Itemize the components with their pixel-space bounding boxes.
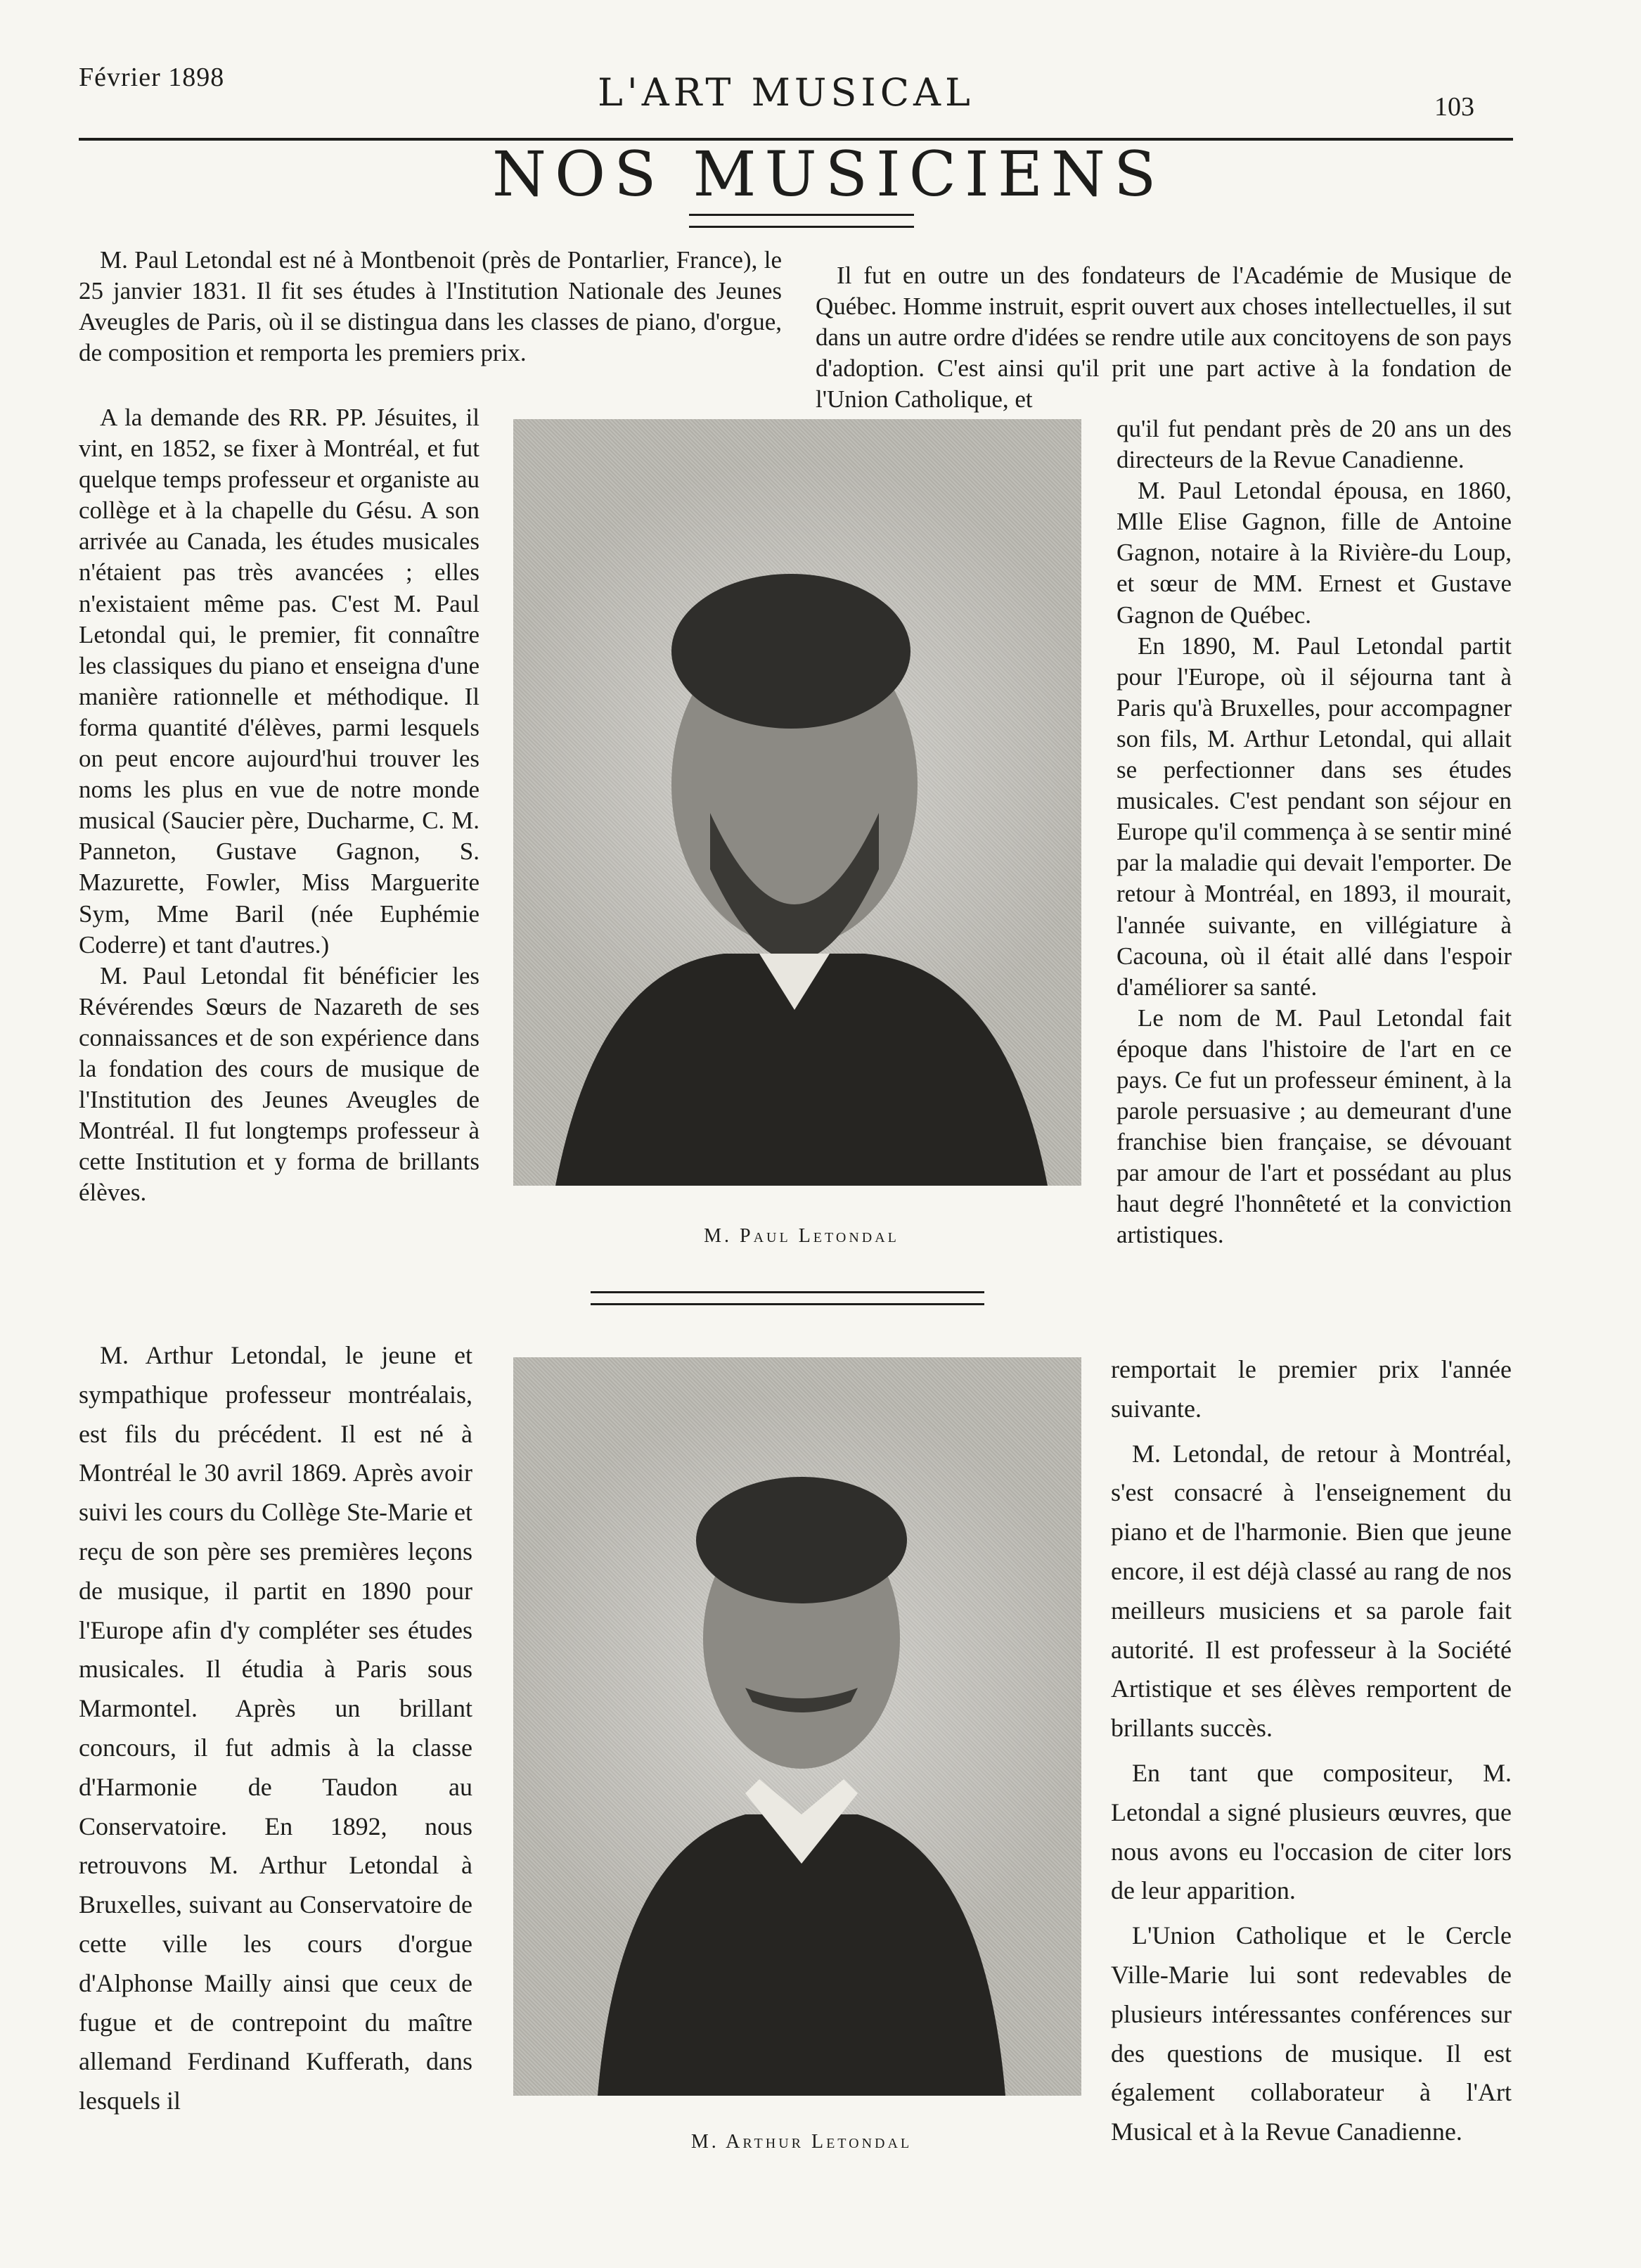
arthur-right-para-3: En tant que compositeur, M. Letondal a signé plusieurs œuvres, que nous avons eu l'occasion de citer lors de leur apparition. (1111, 1758, 1512, 1905)
arthur-right-para-2: M. Letondal, de retour à Montréal, s'est consacré à l'enseignement du piano et de l'harmonie. Bien que jeune encore, il est déjà classé au rang de nos meilleurs musiciens et sa parole fait autorité. Il est professeur à la Société Artistique et ses élèves remportent de brillants succès. (1111, 1439, 1512, 1743)
paul-para-2: A la demande des RR. PP. Jésuites, il vint, en 1852, se fixer à Montréal, et fut quelque temps professeur et organiste au collège et à la chapelle du Gésu. A son arrivée au Canada, les études musicales n'étaient pas très avancées ; elles n'existaient même pas. C'est M. Paul Letondal qui, le premier, fit connaître les classiques du piano et enseigna d'une manière rationnelle et méthodique. Il forma quantité d'élèves, parmi lesquels on peut encore aujourd'hui trouver les noms les plus en vue de notre monde musical (Saucier père, Ducharme, C. M. Panneton, Gustave Gagnon, S. Mazurette, Fowler, Miss Marguerite Sym, Mme Baril (née Euphémie Coderre) et tant d'autres.) (79, 404, 480, 959)
section-divider (591, 1291, 984, 1305)
page-number: 103 (1434, 92, 1474, 122)
paul-right-column (1116, 414, 1512, 1251)
paul-caption: M. Paul Letondal (704, 1225, 899, 1247)
arthur-right-cont: remportait le premier prix l'année suivante. (1111, 1355, 1512, 1423)
arthur-caption: M. Arthur Letondal (690, 2131, 913, 2153)
portrait-sketch-icon (513, 419, 1081, 1186)
title-divider (689, 214, 914, 228)
paul-right-para-3: En 1890, M. Paul Letondal partit pour l'Europe, où il séjourna tant à Paris qu'à Bruxelles, pour accompagner son fils, M. Arthur Letondal, qui allait se perfectionner dans ses études musicales. C'est pendant son séjour en Europe qu'il commença à se sentir miné par la maladie qui devait l'emporter. De retour à Montréal, en 1893, il mourait, l'année suivante, en villégiature à Cacouna, où il était allé dans l'espoir d'améliorer sa santé. (1116, 632, 1512, 1001)
paul-letondal-portrait (513, 419, 1081, 1186)
paul-para-3: M. Paul Letondal fit bénéficier les Révérendes Sœurs de Nazareth de ses connaissances et de son expérience dans la fondation des cours de musique de l'Institution des Jeunes Aveugles de Montréal. Il fut longtemps professeur à cette Institution et y forma de brillants élèves. (79, 961, 480, 1207)
issue-date: Février 1898 (79, 63, 225, 92)
portrait-sketch-icon (513, 1357, 1081, 2096)
journal-title: L'ART MUSICAL (598, 70, 974, 115)
arthur-right-column (1111, 1350, 1512, 2158)
paul-right-cont: qu'il fut pendant près de 20 ans un des directeurs de la Revue Canadienne. (1116, 415, 1512, 474)
article-title: NOS MUSICIENS (492, 138, 1165, 210)
paul-right-top: Il fut en outre un des fondateurs de l'Académie de Musique de Québec. Homme instruit, esprit ouvert aux choses intellectuelles, il sut dans un autre ordre d'idées se rendre utile aux concitoyens de son pays d'adoption. C'est ainsi qu'il prit une part active à la fondation de l'Union Catholique, et (816, 262, 1512, 414)
paul-intro: M. Paul Letondal est né à Montbenoit (près de Pontarlier, France), le 25 janvier 1831. Il fit ses études à l'Institution Nationale des Jeunes Aveugles de Paris, où il se distingua dans les classes de piano, d'orgue, de composition et remporta les premiers prix. (79, 246, 782, 367)
arthur-left-column: M. Arthur Letondal, le jeune et sympathique professeur montréalais, est fils du précédent. Il est né à Montréal le 30 avril 1869. Après avoir suivi les cours du Collège Ste-Marie et reçu de son père ses premières leçons de musique, il partit en 1890 pour l'Europe afin d'y compléter ses études musicales. Il étudia à Paris sous Marmontel. Après un brillant concours, il fut admis à la classe d'Harmonie de Taudon au Conservatoire. En 1892, nous retrouvons M. Arthur Letondal à Bruxelles, suivant au Conservatoire de cette ville les cours d'orgue d'Alphonse Mailly ainsi que ceux de fugue et de contrepoint du maître allemand Ferdinand Kufferath, dans lesquels il (79, 1341, 472, 2115)
paul-left-column (79, 402, 480, 1208)
paul-right-para-2: M. Paul Letondal épousa, en 1860, Mlle Elise Gagnon, fille de Antoine Gagnon, notaire à la Rivière-du Loup, et sœur de MM. Ernest et Gustave Gagnon de Québec. (1116, 477, 1512, 629)
paul-right-para-4: Le nom de M. Paul Letondal fait époque dans l'histoire de l'art en ce pays. Ce fut un professeur éminent, à la parole persuasive ; au demeurant d'une franchise bien française, se dévouant par amour de l'art et possédant au plus haut degré l'honnêteté et la conviction artistiques. (1116, 1004, 1512, 1249)
arthur-letondal-portrait (513, 1357, 1081, 2096)
arthur-right-para-4: L'Union Catholique et le Cercle Ville-Marie lui sont redevables de plusieurs intéressantes conférences sur des questions de musique. Il est également collaborateur à l'Art Musical et à la Revue Canadienne. (1111, 1921, 1512, 2146)
